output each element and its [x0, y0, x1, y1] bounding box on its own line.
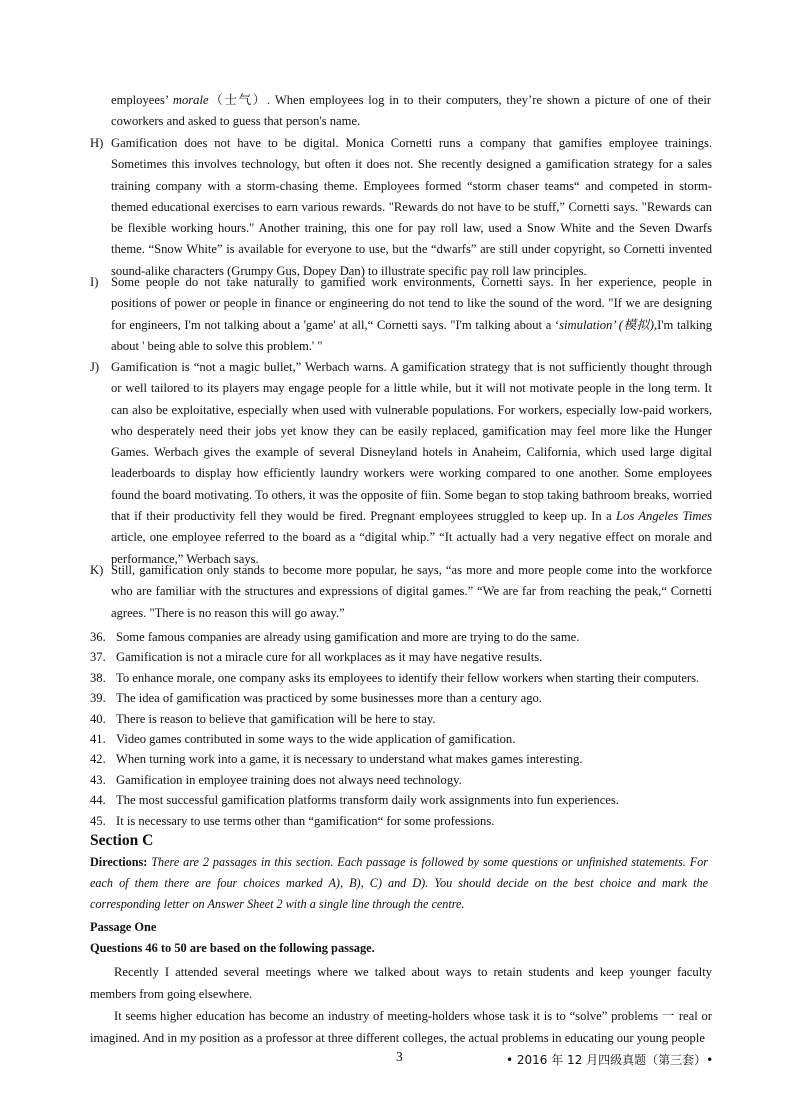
- paragraph-i: [90, 272, 712, 357]
- question-text: Gamification in employee training does not always need technology.: [116, 772, 462, 787]
- passage-questions-heading: Questions 46 to 50 are based on the following passage.: [90, 941, 375, 955]
- question-text: The most successful gamification platforms transform daily work assignments into fun experiences.: [116, 793, 619, 808]
- paragraph-text: Gamification does not have to be digital. Monica Cornetti runs a company that gamifies employee trainings. Sometimes this involves technology, but often it does not. She recently designed a gamification strategy for a sales training company with a storm-chasing theme. Employees formed “storm chaser teams“ and competed in storm-themed educational exercises to earn various rewards. "Rewards do not have to be stuff,” Cornetti says. "Rewards can be flexible working hours." Another training, this one for pay roll law, used a Snow White and the Seven Dwarfs theme. “Snow White” is available for everyone to use, but the “dwarfs” are still under copyright, so Cornetti invented sound-alike characters (Grumpy Gus, Dopey Dan) to illustrate specific pay roll law principles.: [111, 136, 712, 278]
- question-number: 37.: [90, 650, 106, 665]
- paragraph-label: J): [90, 360, 100, 374]
- question-number: 42.: [90, 752, 106, 767]
- section-directions: [90, 852, 708, 915]
- paragraph-g-continued: [111, 90, 711, 133]
- question-text: The idea of gamification was practiced by some businesses more than a century ago.: [116, 691, 542, 706]
- page-number: 3: [396, 1049, 403, 1064]
- paragraph-label: I): [90, 275, 99, 289]
- question-item: [90, 729, 712, 749]
- question-text: Some famous companies are already using gamification and more are trying to do the same.: [116, 630, 580, 644]
- question-text: To enhance morale, one company asks its employees to identify their fellow workers when starting their computers.: [116, 670, 700, 685]
- question-item: [90, 647, 712, 667]
- question-item: [90, 749, 712, 769]
- paragraph-label: K): [90, 563, 104, 577]
- paragraph-h: [90, 133, 712, 282]
- paragraph-text: Still, gamification only stands to become more popular, he says, “as more and more people come into the workforce who are familiar with the structures and expressions of digital games.” “We are far from reaching the peak,“ Cornetti agrees. "There is no reason this will go away.”: [111, 563, 712, 620]
- question-item: [90, 627, 712, 647]
- question-list: [90, 627, 712, 831]
- italic-term: morale: [172, 93, 209, 107]
- question-item: [90, 770, 712, 790]
- passage-title: Passage One: [90, 920, 157, 934]
- paragraph-text: employees’: [111, 93, 173, 107]
- question-item: [90, 811, 712, 831]
- directions-label: Directions:: [90, 855, 148, 869]
- paragraph-text-part: article, one employee referred to the board as a “digital whip.” “It actually had a very negative effect on morale and performance,” Werbach says.: [111, 530, 712, 566]
- question-text: There is reason to believe that gamification will be here to stay.: [116, 711, 436, 726]
- question-number: 40.: [90, 711, 106, 726]
- question-text: Video games contributed in some ways to the wide application of gamification.: [116, 732, 516, 747]
- question-number: 36.: [90, 630, 106, 644]
- passage-paragraph: It seems higher education has become an industry of meeting-holders whose task it is to “solve” problems 一 real or imagined. And in my position as a professor at three different colleges, the actual problems in educating our young people: [90, 1009, 712, 1045]
- paragraph-k: [90, 560, 712, 624]
- section-title: Section C: [90, 832, 154, 849]
- paragraph-text-part: Gamification is “not a magic bullet,” Werbach warns. A gamification strategy that is not sufficiently thought through or well tailored to its players may engage people for a little while, but it will not motivate people in the long term. It can also be exploitative, especially when used with vulnerable populations. For workers, especially low-paid workers, who desperately need their jobs yet know they can be easily replaced, gamification may feel more like the Hunger Games. Werbach gives the example of several Disneyland hotels in Anaheim, California, which used large digital leaderboards to display how efficiently laundry workers were working compared to one another. Some employees found the board motivating. To others, it was the opposite of fiin. Some began to stop taking bathroom breaks, worried that if their productivity fell they would be fired. Pregnant employees struggled to keep up. In a: [111, 360, 712, 524]
- paragraph-label: H): [90, 136, 104, 150]
- directions-text: There are 2 passages in this section. Each passage is followed by some questions or unfinished statements. For each of them there are four choices marked A), B), C) and D). You should decide on the best choice and mark the corresponding letter on Answer Sheet 2 with a single line through the centre.: [90, 855, 708, 911]
- paragraph-text-part: ,I'm talking about ' being able to solve this problem.' ": [111, 317, 712, 353]
- question-item: [90, 790, 712, 810]
- question-number: 43.: [90, 772, 106, 787]
- question-item: [90, 688, 712, 708]
- question-text: When turning work into a game, it is necessary to understand what makes games interesting.: [116, 752, 583, 767]
- question-item: [90, 709, 712, 729]
- question-number: 38.: [90, 670, 106, 685]
- question-number: 39.: [90, 691, 106, 706]
- italic-term: simulation’ (模拟): [559, 317, 654, 332]
- paragraph-j: [90, 357, 712, 570]
- paragraph-text-part: Some people do not take naturally to gamified work environments, Cornetti says. In her experience, people in positions of power or people in finance or engineering do not tend to like the sound of the word. "If we are designing for engineers, I'm not talking about a 'game' at all,“ Cornetti says. "I'm talking about a ‘: [111, 275, 712, 332]
- question-number: 44.: [90, 793, 106, 808]
- italic-term: Los Angeles Times: [616, 509, 712, 524]
- paragraph-text: [111, 357, 712, 570]
- question-text: It is necessary to use terms other than “gamification“ for some professions.: [116, 813, 495, 828]
- paragraph-text: （士气）. When employees log in to their computers, they’re shown a picture of one of their coworkers and asked to guess that person's name.: [111, 93, 712, 129]
- question-number: 45.: [90, 813, 106, 828]
- passage-paragraph: Recently I attended several meetings where we talked about ways to retain students and keep younger faculty members from going elsewhere.: [90, 965, 712, 1001]
- paragraph-text: [111, 272, 712, 357]
- exam-footer-label: • 2016 年 12 月四级真题（第三套）•: [506, 1053, 714, 1067]
- question-item: [90, 668, 712, 688]
- question-text: Gamification is not a miracle cure for all workplaces as it may have negative results.: [116, 650, 543, 665]
- question-number: 41.: [90, 732, 106, 747]
